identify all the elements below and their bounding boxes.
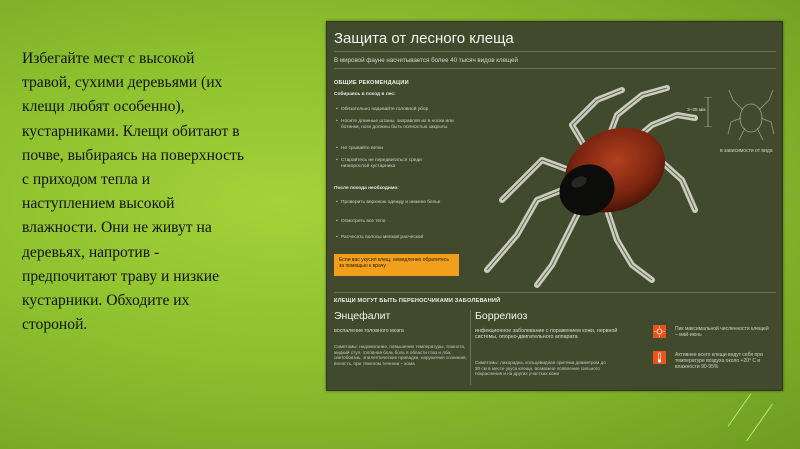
divider — [334, 51, 776, 52]
text-line: Избегайте мест с высокой — [22, 50, 195, 67]
slide-body-text — [22, 47, 317, 337]
text-line: с приходом тепла и — [22, 171, 151, 189]
text-line: клещи любят особенно), — [22, 98, 185, 116]
diseases-heading: КЛЕЩИ МОГУТ БЫТЬ ПЕРЕНОСЧИКАМИ ЗАБОЛЕВАНИЙ — [334, 298, 501, 304]
before-item: • Старайтесь не передвигаться среди низкорослой кустарника — [341, 158, 426, 170]
disease-name: Энцефалит — [334, 310, 391, 322]
text-line: влажности. Они не живут на — [22, 219, 212, 237]
sun-icon — [653, 325, 666, 338]
text-line: предпочитают траву и низкие — [22, 267, 219, 285]
after-item: • Расчесать волосы мелкой расческой — [341, 235, 456, 241]
disease-description: инфекционное заболевание с поражением кожи, нервной системы, опорно-двигательного аппарата — [475, 328, 618, 341]
decorative-line — [746, 404, 773, 441]
peak-season-note: Пик максимальной численности клещей – май-июнь — [675, 326, 769, 338]
divider — [334, 68, 776, 69]
after-item: • Осмотреть все тело — [341, 219, 456, 225]
tick-infographic-poster — [326, 21, 783, 391]
before-item: • Не срывайте ветки — [341, 146, 456, 152]
divider — [470, 310, 471, 385]
disease-symptoms: Симптомы: лихорадка, кольцевидная эритема диаметром до 20 см в месте укуса клеща, возможно появление сильного покраснения и на других участках кожи — [475, 360, 606, 377]
text-line: кустарниками. Клещи обитают в — [22, 122, 240, 140]
text-line: стороной. — [22, 316, 88, 334]
activity-conditions-note: Активнее всего клещи ведут себя при температуре воздуха около +20° С и влажности 90-95% — [675, 352, 763, 370]
text-line: деревьях, напротив - — [22, 243, 160, 261]
general-recommendations-heading: ОБЩИЕ РЕКОМЕНДАЦИИ — [334, 80, 409, 86]
divider — [334, 292, 776, 293]
after-item: • Проверить верхнюю одежду и нижнее белье — [341, 200, 456, 206]
size-scale-label: 3–25 мм — [687, 108, 706, 113]
size-note: в зависимости от вида — [720, 148, 773, 154]
disease-symptoms: Симптомы: недомогание, повышение температуры, тошнота, жидкий стул, головная боль боль в области глаз и лба, светобоязнь, эпилептические припадки, нарушения сознания, вялость, при тяжелом течении – кома — [334, 344, 467, 366]
text-line: травой, сухими деревьями (их — [22, 74, 223, 92]
poster-title: Защита от лесного клеща — [334, 30, 514, 47]
text-line: кустарники. Обходите их — [22, 292, 190, 310]
warning-box: Если вас укусил клещ, немедленно обратитесь за помощью к врачу — [334, 254, 459, 276]
disease-name: Боррелиоз — [475, 310, 528, 322]
temperature-icon — [653, 351, 666, 364]
before-heading: Собираясь в поход в лес: — [334, 92, 396, 97]
before-item: • Обязательно надевайте головной убор — [341, 107, 456, 113]
text-line: наступлением высокой — [22, 195, 175, 213]
poster-subtitle: В мировой фауне насчитывается более 40 тысяч видов клещей — [334, 57, 518, 64]
small-tick-outline-icon — [727, 82, 775, 144]
text-line: почве, выбираясь на поверхность — [22, 146, 244, 164]
after-heading: После похода необходимо: — [334, 186, 399, 191]
decorative-line — [728, 393, 752, 426]
disease-description: воспаление головного мозга — [334, 328, 404, 334]
size-scale-bracket — [702, 97, 714, 127]
tick-illustration — [467, 70, 707, 290]
before-item: • Носите длинные штаны, заправляя их в носки или ботинки, ноги должны быть полностью закрыты — [341, 119, 456, 131]
